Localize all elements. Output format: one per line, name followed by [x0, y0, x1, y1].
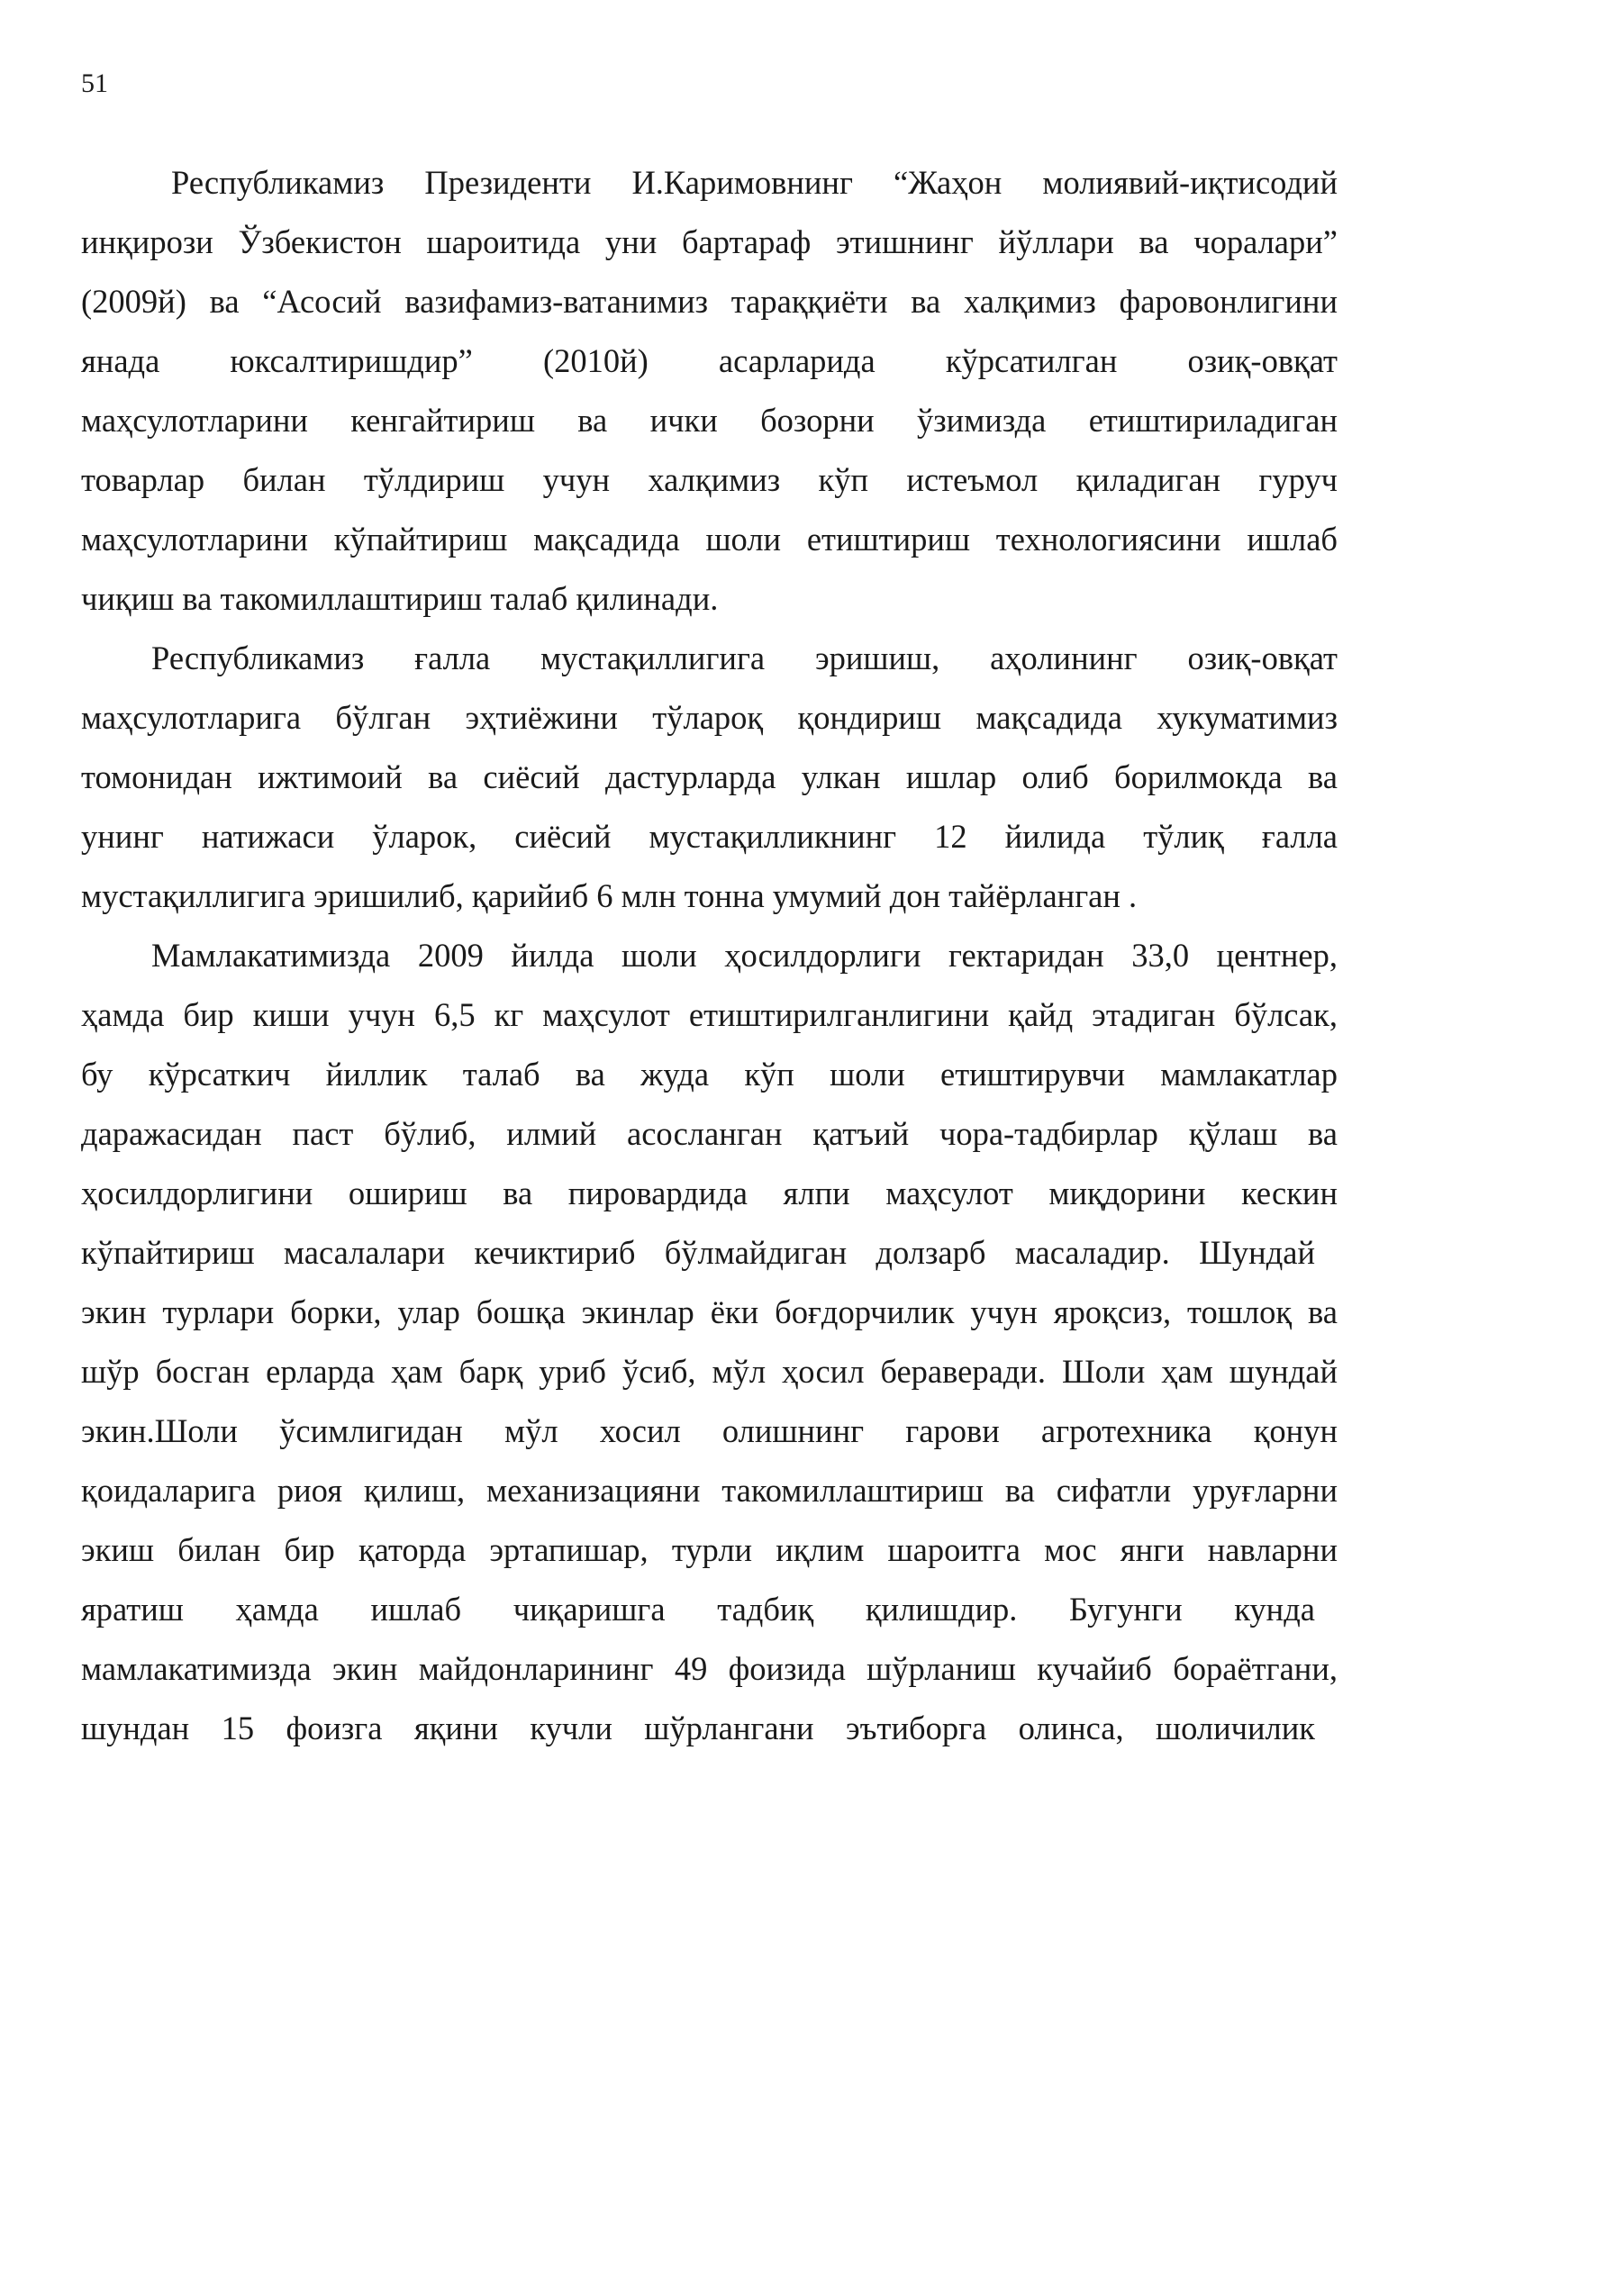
paragraph-1-line-7: маҳсулотларини кўпайтириш мақсадида шоли етиштириш технологиясини ишлаб: [81, 521, 1338, 558]
paragraph-3-line-11: экиш билан бир қаторда эртапишар, турли иқлим шароитга мос янги навларни: [81, 1531, 1338, 1568]
paragraph-3-line-1: Мамлакатимизда 2009 йилда шоли ҳосилдорлиги гектаридан 33,0 центнер,: [151, 937, 1338, 974]
paragraph-3-line-7: экин турлари борки, улар бошқа экинлар ёки боғдорчилик учун яроқсиз, тошлоқ ва: [81, 1293, 1338, 1330]
paragraph-1-line-1: Республикамиз Президенти И.Каримовнинг “Жаҳон молиявий-иқтисодий: [171, 164, 1338, 201]
paragraph-1-line-4: янада юксалтиришдир” (2010й) асарларида кўрсатилган озиқ-овқат: [81, 342, 1338, 379]
paragraph-2-line-5: мустақиллигига эришилиб, қарийиб 6 млн тонна умумий дон тайёрланган .: [81, 877, 1138, 914]
paragraph-1-line-3: (2009й) ва “Асосий вазифамиз-ватанимиз тараққиёти ва халқимиз фаровонлигини: [81, 283, 1338, 320]
paragraph-3-line-12: яратиш ҳамда ишлаб чиқаришга тадбиқ қилишдир. Бугунги кунда: [81, 1591, 1315, 1628]
paragraph-3-line-3: бу кўрсаткич йиллик талаб ва жуда кўп шоли етиштирувчи мамлакатлар: [81, 1056, 1338, 1093]
paragraph-2-line-3: томонидан ижтимоий ва сиёсий дастурларда улкан ишлар олиб борилмокда ва: [81, 758, 1338, 795]
paragraph-3-line-10: қоидаларига риоя қилиш, механизацияни такомиллаштириш ва сифатли уруғларни: [81, 1472, 1338, 1509]
paragraph-3-line-13: мамлакатимизда экин майдонларининг 49 фоизида шўрланиш кучайиб бораётгани,: [81, 1650, 1338, 1687]
paragraph-1-line-2: инқирози Ўзбекистон шароитида уни бартараф этишнинг йўллари ва чоралари”: [81, 223, 1338, 260]
paragraph-3-line-9: экин.Шоли ўсимлигидан мўл хосил олишнинг гарови агротехника қонун: [81, 1412, 1338, 1449]
paragraph-2-line-4: унинг натижаси ўларок, сиёсий мустақилликнинг 12 йилида тўлиқ ғалла: [81, 818, 1338, 855]
paragraph-3-line-2: ҳамда бир киши учун 6,5 кг маҳсулот етиштирилганлигини қайд этадиган бўлсак,: [81, 996, 1338, 1033]
paragraph-3-line-5: ҳосилдорлигини ошириш ва пировардида ялпи маҳсулот миқдорини кескин: [81, 1175, 1338, 1211]
paragraph-3-line-8: шўр босган ерларда ҳам барқ уриб ўсиб, мўл ҳосил бераверади. Шоли ҳам шундай: [81, 1353, 1338, 1390]
paragraph-1-line-5: маҳсулотларини кенгайтириш ва ички бозорни ўзимизда етиштириладиган: [81, 402, 1338, 439]
paragraph-3-line-14: шундан 15 фоизга яқини кучли шўрлангани эътиборга олинса, шоличилик: [81, 1710, 1315, 1746]
paragraph-1-line-6: товарлар билан тўлдириш учун халқимиз кўп истеъмол қиладиган гуруч: [81, 461, 1338, 498]
paragraph-3-line-4: даражасидан паст бўлиб, илмий асосланган қатъий чора-тадбирлар қўлаш ва: [81, 1115, 1338, 1152]
page-number: 51: [81, 68, 108, 98]
paragraph-1-line-8: чиқиш ва такомиллаштириш талаб қилинади.: [81, 580, 719, 617]
paragraph-3-line-6: кўпайтириш масалалари кечиктириб бўлмайдиган долзарб масаладир. Шундай: [81, 1234, 1315, 1271]
paragraph-2-line-2: маҳсулотларига бўлган эҳтиёжини тўлароқ қондириш мақсадида хукуматимиз: [81, 699, 1338, 736]
paragraph-2-line-1: Республикамиз ғалла мустақиллигига эришиш, аҳолининг озиқ-овқат: [151, 640, 1338, 676]
